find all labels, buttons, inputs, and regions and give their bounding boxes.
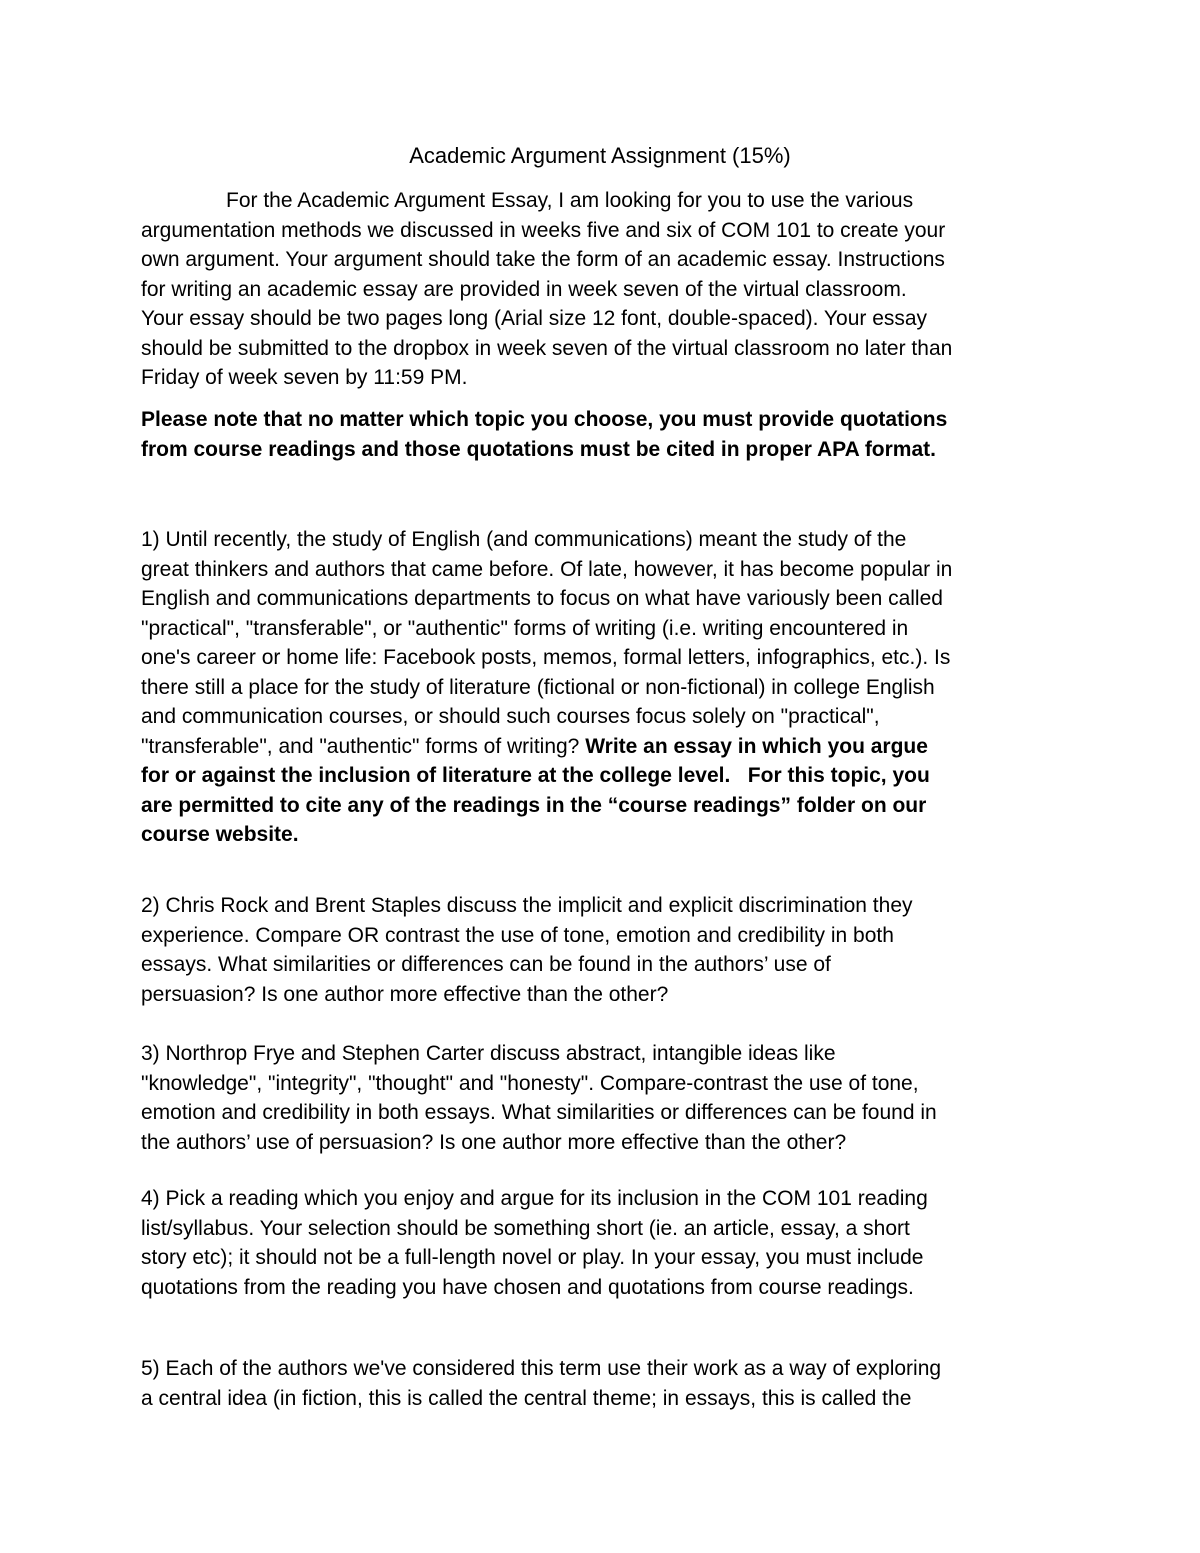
- topic-4-paragraph: [141, 1184, 1066, 1302]
- topic-line: there still a place for the study of literature (fictional or non-fictional) in college English: [141, 675, 935, 699]
- intro-line: should be submitted to the dropbox in week seven of the virtual classroom no later than: [141, 336, 953, 360]
- topic-line: a central idea (in fiction, this is called the central theme; in essays, this is called the: [141, 1386, 912, 1410]
- topic-line: "knowledge", "integrity", "thought" and "honesty". Compare-contrast the use of tone,: [141, 1071, 919, 1095]
- apa-note-paragraph: [141, 405, 1066, 464]
- topic-plain-text: "transferable", and "authentic" forms of writing?: [141, 734, 586, 758]
- intro-line: For the Academic Argument Essay, I am looking for you to use the various: [226, 189, 914, 212]
- topic-5-paragraph: [141, 1354, 1066, 1413]
- intro-line: Your essay should be two pages long (Arial size 12 font, double-spaced). Your essay: [141, 307, 928, 330]
- topic-line: one's career or home life: Facebook posts, memos, formal letters, infographics, etc.). Is: [141, 646, 951, 669]
- topic-line: 2) Chris Rock and Brent Staples discuss the implicit and explicit discrimination they: [141, 894, 913, 917]
- topic-line: 3) Northrop Frye and Stephen Carter discuss abstract, intangible ideas like: [141, 1042, 836, 1065]
- topic-line: persuasion? Is one author more effective than the other?: [141, 982, 669, 1006]
- topic-line: experience. Compare OR contrast the use of tone, emotion and credibility in both: [141, 923, 894, 947]
- intro-line: argumentation methods we discussed in weeks five and six of COM 101 to create your: [141, 218, 946, 242]
- topic-mixed-line: [141, 732, 1066, 762]
- intro-line: Friday of week seven by 11:59 PM.: [141, 366, 468, 389]
- intro-line: for writing an academic essay are provided in week seven of the virtual classroom.: [141, 277, 907, 301]
- topic-line: quotations from the reading you have chosen and quotations from course readings.: [141, 1275, 914, 1299]
- intro-paragraph: [141, 186, 1066, 393]
- topic-line: emotion and credibility in both essays. What similarities or differences can be found in: [141, 1101, 937, 1124]
- topic-line: English and communications departments to focus on what have variously been called: [141, 587, 943, 610]
- topic-2-paragraph: [141, 891, 1066, 1009]
- topic-line: list/syllabus. Your selection should be something short (ie. an article, essay, a short: [141, 1216, 910, 1240]
- note-line: Please note that no matter which topic you choose, you must provide quotations: [141, 408, 948, 431]
- topic-3-paragraph: [141, 1039, 1066, 1157]
- intro-line: own argument. Your argument should take the form of an academic essay. Instructions: [141, 248, 945, 271]
- note-line: from course readings and those quotations must be cited in proper APA format.: [141, 437, 936, 461]
- topic-line: great thinkers and authors that came before. Of late, however, it has become popular in: [141, 557, 953, 581]
- topic-line: 1) Until recently, the study of English (and communications) meant the study of the: [141, 528, 907, 551]
- topic-line: 5) Each of the authors we've considered this term use their work as a way of exploring: [141, 1357, 942, 1380]
- topic-line: story etc); it should not be a full-length novel or play. In your essay, you must include: [141, 1246, 924, 1269]
- topic-1-paragraph: [141, 525, 1066, 850]
- topic-instruction-line: are permitted to cite any of the readings in the “course readings” folder on our: [141, 793, 927, 817]
- topic-instruction-text: Write an essay in which you argue: [585, 734, 928, 758]
- topic-line: "practical", "transferable", or "authentic" forms of writing (i.e. writing encountered in: [141, 616, 909, 640]
- topic-line: the authors’ use of persuasion? Is one author more effective than the other?: [141, 1130, 847, 1154]
- topic-line: 4) Pick a reading which you enjoy and argue for its inclusion in the COM 101 reading: [141, 1187, 928, 1210]
- topic-instruction-line: course website.: [141, 823, 299, 846]
- topic-line: and communication courses, or should such courses focus solely on "practical",: [141, 705, 880, 728]
- topic-instruction-line: for or against the inclusion of literature at the college level. For this topic, you: [141, 764, 930, 787]
- topic-line: essays. What similarities or differences can be found in the authors’ use of: [141, 953, 831, 976]
- document-title: Academic Argument Assignment (15%): [409, 143, 791, 168]
